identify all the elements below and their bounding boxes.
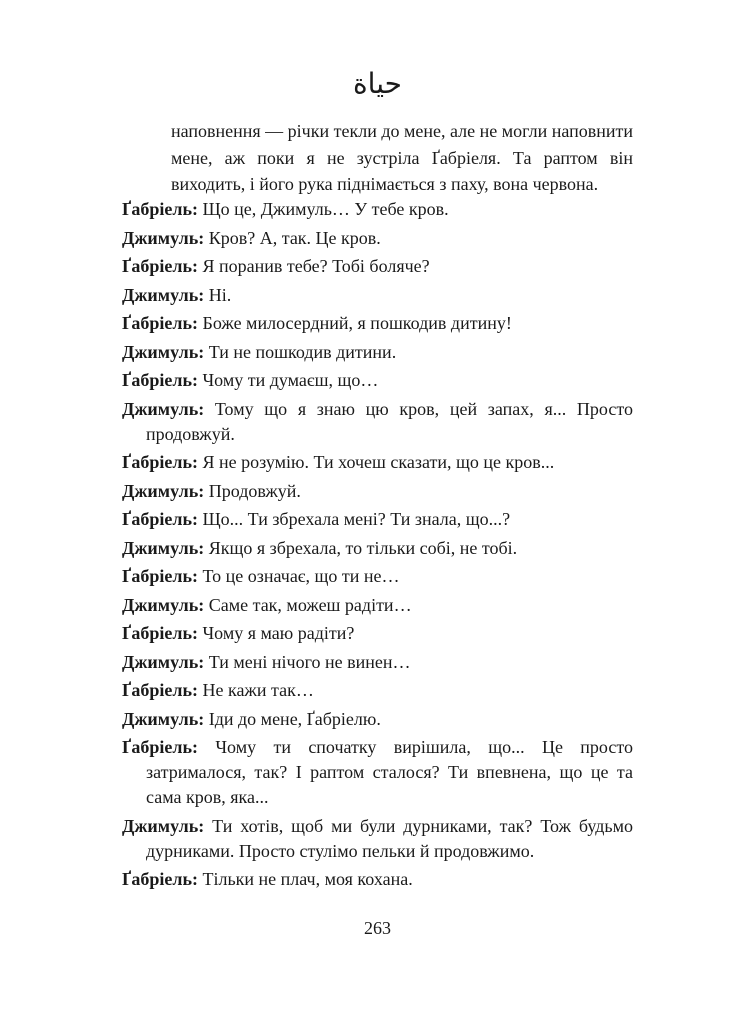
line-text: Ти мені нічого не винен… [204, 651, 411, 672]
dialogue-line [122, 621, 633, 646]
intro-paragraph: наповнення — річки текли до мене, але не могли наповнити мене, аж поки я не зустріла Ґабріеля. Та раптом він виходить, і його рука піднімається з паху, вона червона. [171, 121, 633, 194]
speaker-name: Джимуль: [122, 227, 205, 248]
speaker-name: Ґабріель: [122, 566, 198, 586]
line-text: Чому ти думаєш, що… [197, 370, 379, 390]
line-text: Ти не пошкодив дитини. [204, 341, 397, 362]
line-text: Я не розумію. Ти хочеш сказати, що це кров... [197, 452, 555, 472]
line-text: Чому я маю радіти? [197, 623, 355, 643]
speaker-name: Джимуль: [122, 708, 205, 729]
dialogue-line [122, 450, 633, 475]
dialogue-line [122, 867, 633, 892]
speaker-name: Ґабріель: [122, 313, 198, 333]
speaker-name: Ґабріель: [122, 452, 198, 472]
line-text: Ти хотів, щоб ми були дурниками, так? Тож будьмо дурниками. Просто стулімо пельки й продовжимо. [146, 815, 633, 861]
line-text: Не кажи так… [197, 680, 314, 700]
speaker-name: Джимуль: [122, 341, 205, 362]
dialogue-line [122, 311, 633, 336]
line-text: Чому ти спочатку вирішила, що... Це просто затрималося, так? І раптом сталося? Ти впевнена, що це та сама кров, яка... [146, 737, 633, 807]
line-text: То це означає, що ти не… [197, 566, 400, 586]
dialogue-line [122, 564, 633, 589]
speaker-name: Ґабріель: [122, 737, 198, 757]
dialogue-line [122, 226, 633, 251]
line-text: Кров? А, так. Це кров. [204, 227, 381, 248]
speaker-name: Джимуль: [122, 398, 205, 419]
dialogue-line [122, 593, 633, 618]
dialogue-line [122, 254, 633, 279]
dialogue-line [122, 197, 633, 222]
dialogue-line [122, 368, 633, 393]
dialogue-line [122, 678, 633, 703]
dialogue-line [122, 536, 633, 561]
speaker-name: Джимуль: [122, 651, 205, 672]
dialogue [122, 197, 633, 896]
speaker-name: Джимуль: [122, 284, 205, 305]
dialogue-line [122, 650, 633, 675]
line-text: Тільки не плач, моя кохана. [197, 869, 413, 889]
speaker-name: Ґабріель: [122, 680, 198, 700]
speaker-name: Ґабріель: [122, 623, 198, 643]
speaker-name: Джимуль: [122, 480, 205, 501]
line-text: Іди до мене, Ґабріелю. [204, 708, 381, 729]
dialogue-line [122, 707, 633, 732]
speaker-name: Ґабріель: [122, 199, 198, 219]
speaker-name: Джимуль: [122, 594, 205, 615]
speaker-name: Ґабріель: [122, 869, 198, 889]
dialogue-line [122, 479, 633, 504]
speaker-name: Ґабріель: [122, 370, 198, 390]
line-text: Тому що я знаю цю кров, цей запах, я... Просто продовжуй. [146, 398, 633, 444]
dialogue-line [122, 507, 633, 532]
speaker-name: Ґабріель: [122, 509, 198, 529]
line-text: Саме так, можеш радіти… [204, 594, 412, 615]
dialogue-line [122, 340, 633, 365]
page-number: 263 [364, 918, 391, 938]
dialogue-line [122, 814, 633, 864]
line-text: Боже милосердний, я пошкодив дитину! [197, 313, 512, 333]
line-text: Якщо я збрехала, то тільки собі, не тобі. [204, 537, 518, 558]
line-text: Ні. [204, 284, 232, 305]
dialogue-line [122, 735, 633, 810]
line-text: Що це, Джимуль… У тебе кров. [197, 199, 449, 219]
line-text: Продовжуй. [204, 480, 301, 501]
speaker-name: Джимуль: [122, 815, 205, 836]
line-text: Я поранив тебе? Тобі боляче? [197, 256, 430, 276]
speaker-name: Ґабріель: [122, 256, 198, 276]
speaker-name: Джимуль: [122, 537, 205, 558]
running-header: حياة [353, 67, 402, 100]
line-text: Що... Ти збрехала мені? Ти знала, що...? [197, 509, 511, 529]
dialogue-line [122, 397, 633, 447]
dialogue-line [122, 283, 633, 308]
